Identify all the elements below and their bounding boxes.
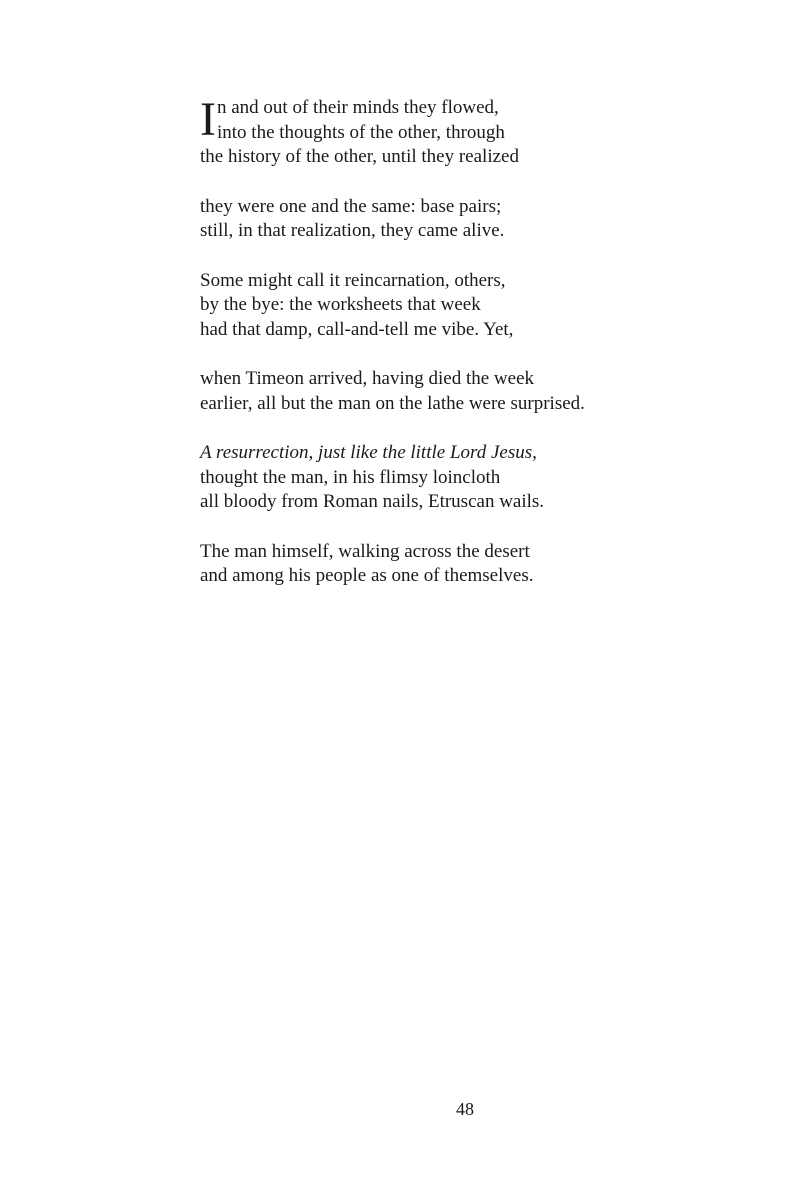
stanza-6 (200, 540, 760, 589)
poem-line: thought the man, in his flimsy loincloth (200, 466, 501, 488)
poem-line: The man himself, walking across the desert (200, 540, 530, 562)
stanza-5 (200, 441, 760, 515)
poem-line: had that damp, call-and-tell me vibe. Yet, (200, 318, 514, 340)
poem-line: Some might call it reincarnation, others, (200, 269, 506, 291)
poem-line: they were one and the same: base pairs; (200, 195, 502, 217)
first-line-group (200, 93, 760, 146)
poem-line: when Timeon arrived, having died the week (200, 368, 535, 389)
drop-cap: I (200, 93, 216, 146)
poem-line: into the thoughts of the other, through (217, 121, 505, 143)
stanza-1 (200, 93, 760, 170)
poem-line: still, in that realization, they came alive. (200, 220, 505, 241)
poem-line: earlier, all but the man on the lathe were surprised. (200, 392, 585, 414)
poem-line: the history of the other, until they realized (200, 146, 519, 167)
poem-line: by the bye: the worksheets that week (200, 294, 481, 315)
poem-line: n and out of their minds they flowed, (217, 97, 499, 118)
stanza-3 (200, 269, 760, 343)
poem-line: all bloody from Roman nails, Etruscan wails. (200, 491, 545, 512)
poem-line: and among his people as one of themselves. (200, 565, 534, 586)
poem (200, 93, 760, 614)
stanza-2 (200, 195, 760, 244)
stanza-4 (200, 367, 760, 416)
page-number: 48 (456, 1099, 474, 1119)
poem-line-italic: A resurrection, just like the little Lord Jesus, (200, 442, 537, 463)
